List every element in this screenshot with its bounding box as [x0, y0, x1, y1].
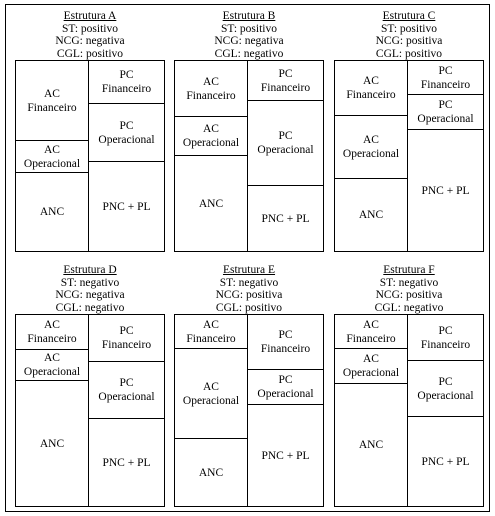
pc-financeiro-block: PC Financeiro [89, 61, 164, 104]
pc-financeiro-block: PC Financeiro [89, 315, 164, 362]
panel-title: Estrutura C [382, 10, 436, 22]
cgl-text: CGL: negativo [214, 47, 284, 60]
ac-operacional-block: AC Operacional [175, 349, 247, 439]
pnc-pl-block: PNC + PL [421, 455, 470, 468]
ac-financeiro-block: AC Financeiro [16, 61, 88, 141]
panel-heading [15, 264, 165, 314]
panel-title: Estrutura F [383, 264, 435, 276]
ncg-text: NCG: negativa [55, 289, 125, 301]
panel-title: Estrutura D [63, 264, 117, 276]
panel-estrutura-c [334, 8, 484, 252]
panel-estrutura-d [15, 262, 165, 507]
ac-financeiro-block: AC Financeiro [175, 61, 247, 117]
st-text: ST: positivo [221, 22, 277, 35]
ncg-text: NCG: negativa [214, 35, 284, 47]
ac-operacional-block: AC Operacional [335, 116, 407, 179]
ac-operacional-block: AC Operacional [16, 141, 88, 173]
panel-estrutura-b [174, 8, 324, 252]
ac-financeiro-block: AC Financeiro [175, 315, 247, 349]
pc-operacional-block: PC Operacional [89, 104, 164, 162]
pc-financeiro-block: PC Financeiro [408, 61, 483, 95]
panel-estrutura-a [15, 8, 165, 252]
st-text: ST: negativo [60, 276, 120, 289]
anc-block: ANC [39, 206, 65, 218]
pc-financeiro-block: PC Financeiro [408, 315, 483, 361]
pc-operacional-block: PC Operacional [408, 361, 483, 417]
liability-column [247, 314, 324, 507]
asset-column [15, 60, 89, 252]
pc-operacional-block: PC Operacional [408, 95, 483, 130]
panel-estrutura-f [334, 262, 484, 507]
liability-column [88, 60, 165, 252]
anc-block: ANC [198, 466, 224, 479]
pnc-pl-block: PNC + PL [102, 200, 151, 213]
asset-column [174, 60, 248, 252]
pnc-pl-block: PNC + PL [421, 184, 470, 197]
panel-title: Estrutura E [222, 264, 276, 276]
st-text: ST: negativo [219, 276, 279, 289]
panel-heading [334, 10, 484, 60]
ac-operacional-block: AC Operacional [175, 117, 247, 156]
pnc-pl-block: PNC + PL [102, 456, 151, 469]
pc-financeiro-block: PC Financeiro [248, 315, 323, 370]
asset-column [334, 60, 408, 252]
ncg-text: NCG: negativa [55, 35, 125, 47]
ncg-text: NCG: positiva [375, 35, 443, 47]
pc-operacional-block: PC Operacional [248, 370, 323, 405]
ac-operacional-block: AC Operacional [335, 349, 407, 384]
cgl-text: CGL: negativo [55, 301, 125, 314]
st-text: ST: positivo [62, 22, 118, 35]
pc-financeiro-block: PC Financeiro [248, 61, 323, 101]
asset-column [334, 314, 408, 507]
st-text: ST: negativo [379, 276, 439, 289]
panel-estrutura-e [174, 262, 324, 507]
pc-operacional-block: PC Operacional [89, 362, 164, 419]
pnc-pl-block: PNC + PL [261, 449, 310, 462]
panel-heading [334, 264, 484, 314]
panel-title: Estrutura B [222, 10, 276, 22]
anc-block: ANC [358, 439, 384, 451]
ncg-text: NCG: positiva [215, 289, 283, 301]
anc-block: ANC [198, 197, 224, 210]
liability-column [247, 60, 324, 252]
cgl-text: CGL: positivo [56, 47, 124, 60]
cgl-text: CGL: positivo [215, 301, 283, 314]
cgl-text: CGL: positivo [375, 47, 443, 60]
anc-block: ANC [39, 437, 65, 450]
panel-title: Estrutura A [63, 10, 117, 22]
panel-heading [174, 264, 324, 314]
ac-operacional-block: AC Operacional [16, 350, 88, 381]
liability-column [407, 60, 484, 252]
panel-heading [174, 10, 324, 60]
liability-column [407, 314, 484, 507]
asset-column [174, 314, 248, 507]
asset-column [15, 314, 89, 507]
cgl-text: CGL: negativo [374, 301, 444, 314]
st-text: ST: positivo [381, 22, 437, 35]
ncg-text: NCG: positiva [375, 289, 443, 301]
ac-financeiro-block: AC Financeiro [335, 61, 407, 116]
ac-financeiro-block: AC Financeiro [335, 315, 407, 349]
anc-block: ANC [358, 209, 384, 221]
liability-column [88, 314, 165, 507]
panel-heading [15, 10, 165, 60]
pnc-pl-block: PNC + PL [261, 212, 310, 225]
ac-financeiro-block: AC Financeiro [16, 315, 88, 350]
pc-operacional-block: PC Operacional [248, 101, 323, 186]
